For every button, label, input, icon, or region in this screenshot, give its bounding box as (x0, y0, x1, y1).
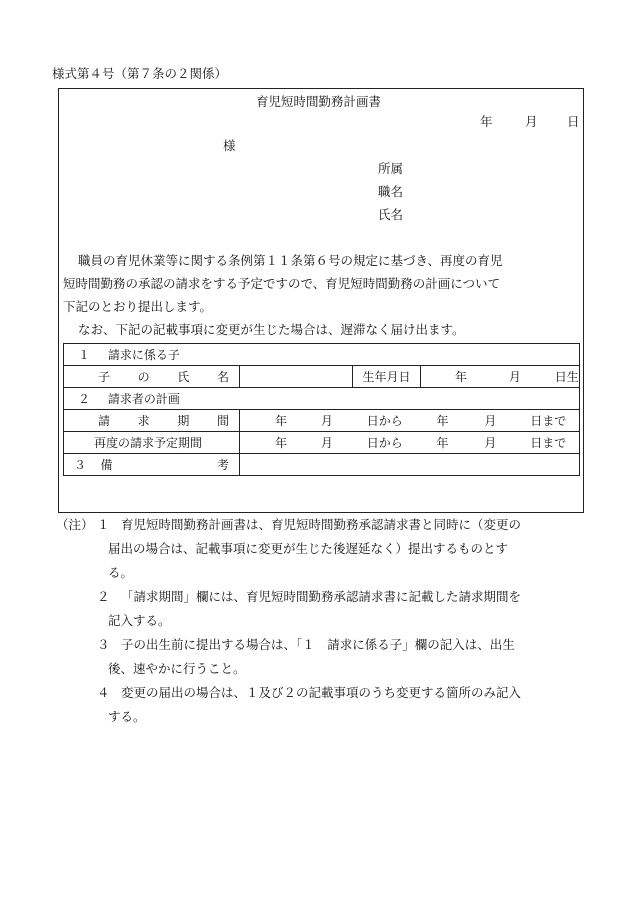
dob-field[interactable] (421, 366, 580, 388)
period-label (68, 412, 235, 429)
re-period-row (64, 432, 580, 454)
remarks-char: 考 (216, 458, 229, 472)
note-4-line-2: する。 (108, 709, 146, 724)
section-1-label: 請求に係る子 (107, 348, 180, 362)
child-name-field[interactable] (240, 366, 353, 388)
form-title: 育児短時間勤務計画書 (256, 94, 382, 109)
period-row (64, 410, 580, 432)
dob-label: 生年月日 (353, 366, 421, 388)
label-char: 名 (216, 370, 229, 384)
re-period-label: 再度の請求予定期間 (64, 432, 240, 454)
label-char: 間 (216, 414, 229, 428)
date-day-label: 日 (567, 114, 580, 129)
label-char: 子 (98, 370, 111, 384)
label-char: 氏 (177, 370, 190, 384)
label-char: 請 (98, 414, 111, 428)
child-name-label (68, 368, 235, 385)
label-char: の (137, 370, 150, 384)
dob-year: 年 (455, 370, 468, 384)
note-3-line-1: 子の出生前に提出する場合は、「１ 請求に係る子」欄の記入は、出生 (121, 637, 515, 652)
to-year: 年 (436, 414, 449, 428)
affiliation-label: 所属 (378, 161, 404, 176)
remarks-label (68, 456, 235, 473)
note-1-line-3: る。 (108, 565, 134, 580)
notes-prefix: （注） (56, 517, 94, 532)
to-month: 月 (484, 436, 497, 450)
section-1-row (64, 344, 580, 366)
addressee-suffix: 様 (223, 138, 236, 153)
to-day: 日まで (530, 414, 567, 428)
section-1-number: １ (78, 348, 91, 362)
child-row (64, 366, 580, 388)
from-day: 日から (366, 436, 403, 450)
section-2-label: 請求者の計画 (107, 392, 180, 406)
body-line-2: 短時間勤務の承認の請求をする予定ですので、育児短時間勤務の計画について (63, 276, 501, 291)
from-month: 月 (320, 436, 333, 450)
body-line-1: 職員の育児休業等に関する条例第１１条第６号の規定に基づき、再度の育児 (78, 253, 503, 268)
date-month-label: 月 (525, 114, 538, 129)
section-2-number: ２ (78, 392, 91, 406)
section-3-number: ３ (74, 458, 87, 472)
note-1-number: １ (97, 517, 110, 532)
note-3-line-2: 後、速やかに行うこと。 (108, 661, 246, 676)
label-char: 求 (137, 414, 150, 428)
from-year: 年 (275, 414, 288, 428)
request-table (63, 343, 580, 476)
position-label: 職名 (378, 184, 404, 199)
note-2-line-1: 「請求期間」欄には、育児短時間勤務承認請求書に記載した請求期間を (121, 589, 522, 604)
period-field[interactable] (240, 410, 580, 432)
re-period-field[interactable] (240, 432, 580, 454)
section-3-row (64, 454, 580, 476)
note-4-number: ４ (97, 685, 110, 700)
note-4-line-1: 変更の届出の場合は、１及び２の記載事項のうち変更する箇所のみ記入 (121, 685, 522, 700)
label-char: 期 (177, 414, 190, 428)
remarks-field[interactable] (240, 454, 580, 476)
date-year-label: 年 (480, 114, 493, 129)
note-2-line-2: 記入する。 (108, 613, 171, 628)
dob-month: 月 (508, 370, 521, 384)
note-3-number: ３ (97, 637, 110, 652)
from-month: 月 (320, 414, 333, 428)
body-line-4: なお、下記の記載事項に変更が生じた場合は、遅滞なく届け出ます。 (78, 322, 465, 337)
body-line-3: 下記のとおり提出します。 (63, 299, 213, 314)
from-day: 日から (366, 414, 403, 428)
to-day: 日まで (530, 436, 567, 450)
note-1-line-1: 育児短時間勤務計画書は、育児短時間勤務承認請求書と同時に（変更の (121, 517, 522, 532)
section-2-row (64, 388, 580, 410)
to-month: 月 (484, 414, 497, 428)
remarks-char: 備 (100, 458, 113, 472)
from-year: 年 (275, 436, 288, 450)
name-label: 氏名 (378, 207, 404, 222)
dob-day: 日生 (554, 370, 579, 384)
to-year: 年 (436, 436, 449, 450)
note-1-line-2: 届出の場合は、記載事項に変更が生じた後遅延なく）提出するものとす (108, 541, 509, 556)
note-2-number: ２ (97, 589, 110, 604)
form-number-label: 様式第４号（第７条の２関係） (52, 66, 228, 81)
